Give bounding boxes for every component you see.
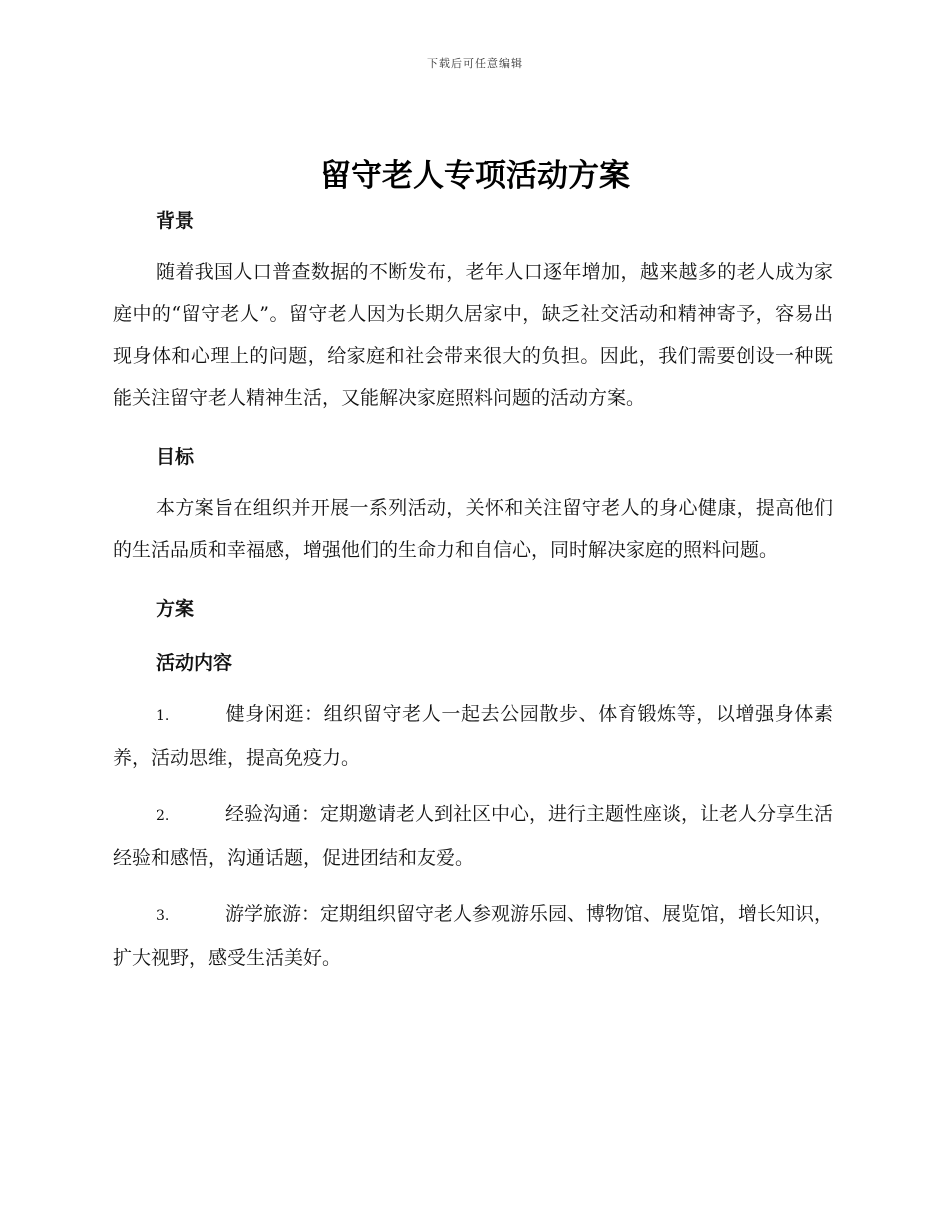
section-background [113, 205, 833, 419]
list-item [113, 793, 833, 879]
section-heading-goal: 目标 [156, 446, 195, 468]
list-item-number: 3. [156, 908, 170, 924]
section-goal [113, 441, 833, 571]
list-item [113, 693, 833, 779]
header-note: 下载后可任意编辑 [427, 57, 523, 70]
list-item-number: 1. [156, 708, 170, 724]
section-heading-plan: 方案 [156, 598, 195, 620]
background-paragraph: 随着我国人口普查数据的不断发布，老年人口逐年增加，越来越多的老人成为家庭中的“留守老人”。留守老人因为长期久居家中，缺乏社交活动和精神寄予，容易出现身体和心理上的问题，给家庭和社会带来很大的负担。因此，我们需要创设一种既能关注留守老人精神生活，又能解决家庭照料问题的活动方案。 [113, 261, 833, 409]
list-item-number: 2. [156, 808, 170, 824]
list-item-text: 游学旅游：定期组织留守老人参观游乐园、博物馆、展览馆，增长知识，扩大视野，感受生活美好。 [113, 903, 834, 969]
section-plan [113, 593, 833, 979]
document-title: 留守老人专项活动方案 [320, 158, 630, 194]
goal-paragraph: 本方案旨在组织并开展一系列活动，关怀和关注留守老人的身心健康，提高他们的生活品质和幸福感，增强他们的生命力和自信心，同时解决家庭的照料问题。 [113, 497, 833, 561]
section-heading-background: 背景 [156, 210, 195, 232]
list-item-text: 经验沟通：定期邀请老人到社区中心，进行主题性座谈，让老人分享生活经验和感悟，沟通话题，促进团结和友爱。 [113, 803, 834, 869]
list-item-text: 健身闲逛：组织留守老人一起去公园散步、体育锻炼等，以增强身体素养，活动思维，提高免疫力。 [113, 703, 833, 769]
subheading-activity-content: 活动内容 [156, 652, 233, 674]
document-body [113, 205, 833, 979]
list-item [113, 893, 833, 979]
